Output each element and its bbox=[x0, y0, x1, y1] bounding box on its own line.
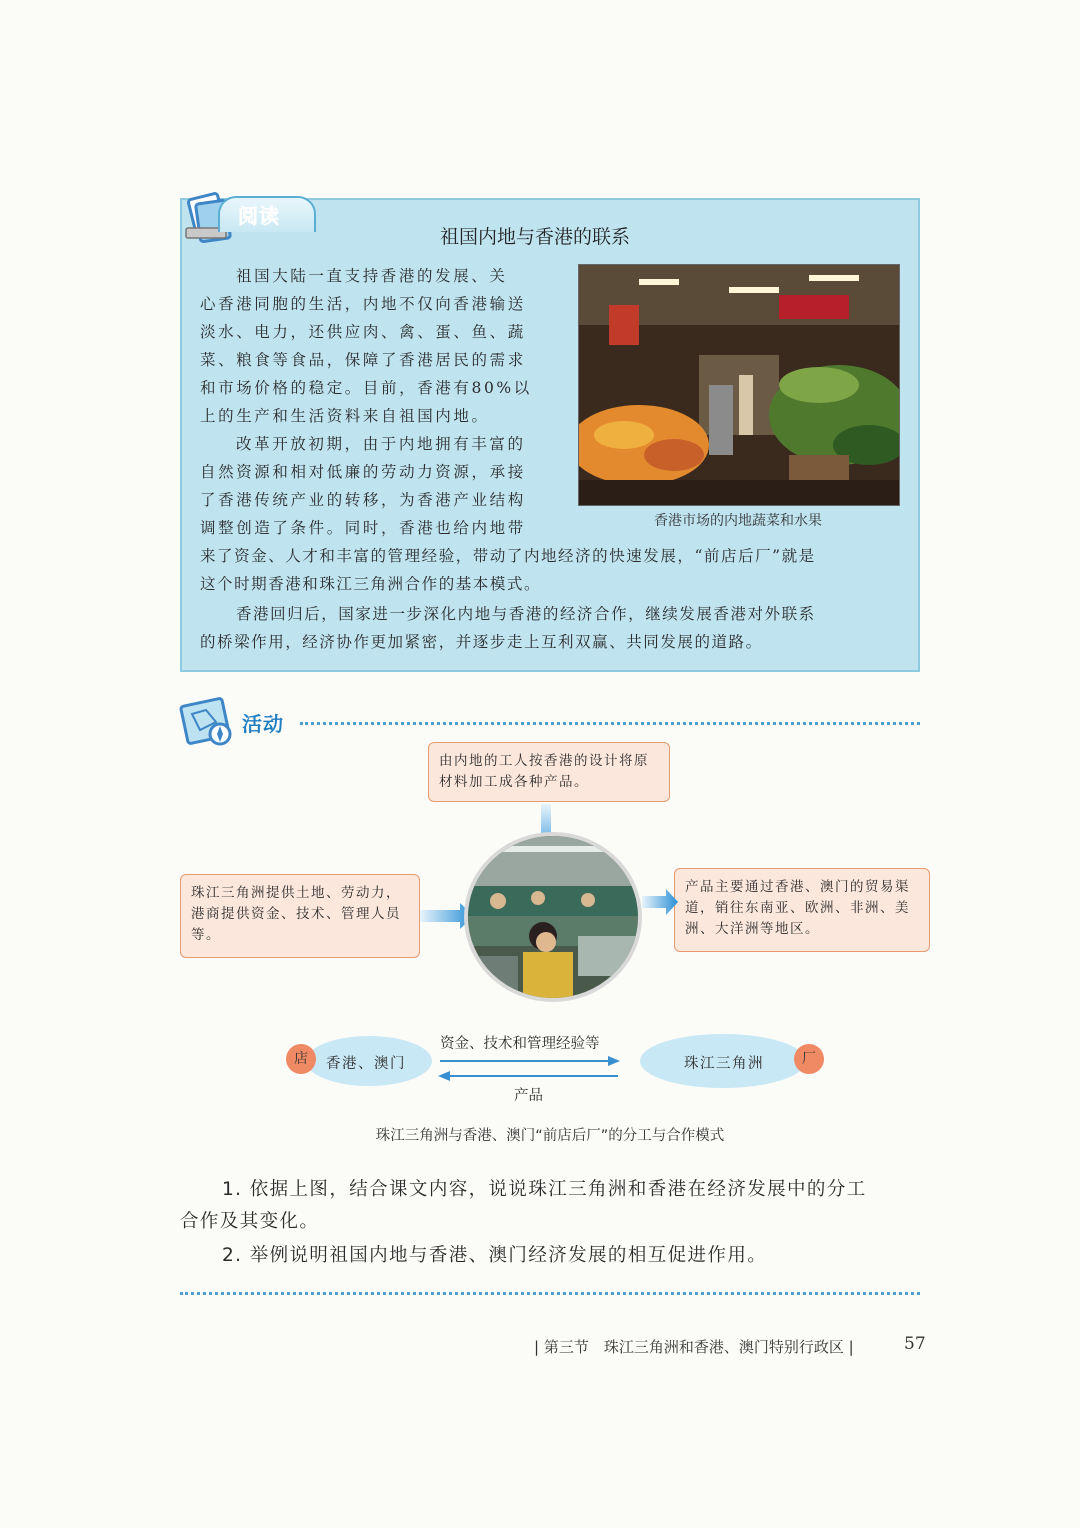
reading-badge bbox=[178, 190, 316, 246]
reading-badge-label: 阅读 bbox=[238, 204, 280, 228]
reading-line: 来了资金、人才和丰富的管理经验，带动了内地经济的快速发展，“前店后厂”就是 bbox=[200, 547, 816, 565]
question-2: 2. 举例说明祖国内地与香港、澳门经济发展的相互促进作用。 bbox=[222, 1245, 768, 1266]
running-footer: | 第三节 珠江三角洲和香港、澳门特别行政区 | bbox=[534, 1338, 854, 1356]
reading-line: 自然资源和相对低廉的劳动力资源，承接 bbox=[200, 463, 526, 481]
factory-marker: 厂 bbox=[794, 1044, 824, 1074]
reading-title: 祖国内地与香港的联系 bbox=[440, 226, 631, 248]
shop-marker: 店 bbox=[286, 1044, 316, 1074]
reading-line: 上的生产和生活资料来自祖国内地。 bbox=[200, 407, 490, 425]
question-1: 1. 依据上图，结合课文内容，说说珠江三角洲和香港在经济发展中的分工 bbox=[222, 1179, 867, 1200]
note-box-inputs: 珠江三角洲提供土地、劳动力，港商提供资金、技术、管理人员等。 bbox=[180, 874, 420, 958]
photo-caption: 香港市场的内地蔬菜和水果 bbox=[654, 513, 822, 529]
note-box-trade: 产品主要通过香港、澳门的贸易渠道，销往东南亚、欧洲、非洲、美洲、大洋洲等地区。 bbox=[674, 868, 930, 952]
diagram-caption: 珠江三角洲与香港、澳门“前店后厂”的分工与合作模式 bbox=[375, 1128, 725, 1144]
page-number: 57 bbox=[904, 1334, 926, 1354]
note-box-processing: 由内地的工人按香港的设计将原材料加工成各种产品。 bbox=[428, 742, 670, 802]
prd-label: 珠江三角洲 bbox=[684, 1056, 764, 1072]
arrow-left-icon bbox=[438, 1071, 450, 1081]
activity-badge-label: 活动 bbox=[242, 712, 284, 736]
arrow-right-icon bbox=[608, 1056, 620, 1066]
reading-line: 的桥梁作用，经济协作更加紧密，并逐步走上互利双赢、共同发展的道路。 bbox=[200, 633, 763, 651]
activity-badge bbox=[176, 696, 296, 750]
reading-line: 心香港同胞的生活，内地不仅向香港输送 bbox=[200, 295, 526, 313]
reading-line: 祖国大陆一直支持香港的发展、关 bbox=[236, 267, 508, 285]
market-photo bbox=[578, 264, 900, 506]
hk-macau-label: 香港、澳门 bbox=[326, 1056, 406, 1072]
reading-line: 这个时期香港和珠江三角洲合作的基本模式。 bbox=[200, 575, 542, 593]
reading-line: 香港回归后，国家进一步深化内地与香港的经济合作，继续发展香港对外联系 bbox=[236, 605, 816, 623]
question-1-cont: 合作及其变化。 bbox=[180, 1211, 320, 1232]
factory-photo bbox=[464, 832, 642, 1002]
reading-line: 和市场价格的稳定。目前，香港有80%以 bbox=[200, 379, 532, 397]
reading-line: 淡水、电力，还供应肉、禽、蛋、鱼、蔬 bbox=[200, 323, 526, 341]
reading-line: 改革开放初期，由于内地拥有丰富的 bbox=[236, 435, 526, 453]
map-compass-icon bbox=[176, 696, 240, 750]
dotted-divider bbox=[300, 722, 920, 725]
reading-line: 了香港传统产业的转移，为香港产业结构 bbox=[200, 491, 526, 509]
flow-back-label: 产品 bbox=[514, 1088, 543, 1104]
reading-line: 调整创造了条件。同时，香港也给内地带 bbox=[200, 519, 526, 537]
flow-forward-label: 资金、技术和管理经验等 bbox=[440, 1036, 600, 1052]
reading-line: 菜、粮食等食品，保障了香港居民的需求 bbox=[200, 351, 526, 369]
dotted-divider bbox=[180, 1292, 920, 1295]
arrow-right-icon bbox=[642, 889, 678, 915]
exchange-arrows bbox=[436, 1054, 622, 1084]
